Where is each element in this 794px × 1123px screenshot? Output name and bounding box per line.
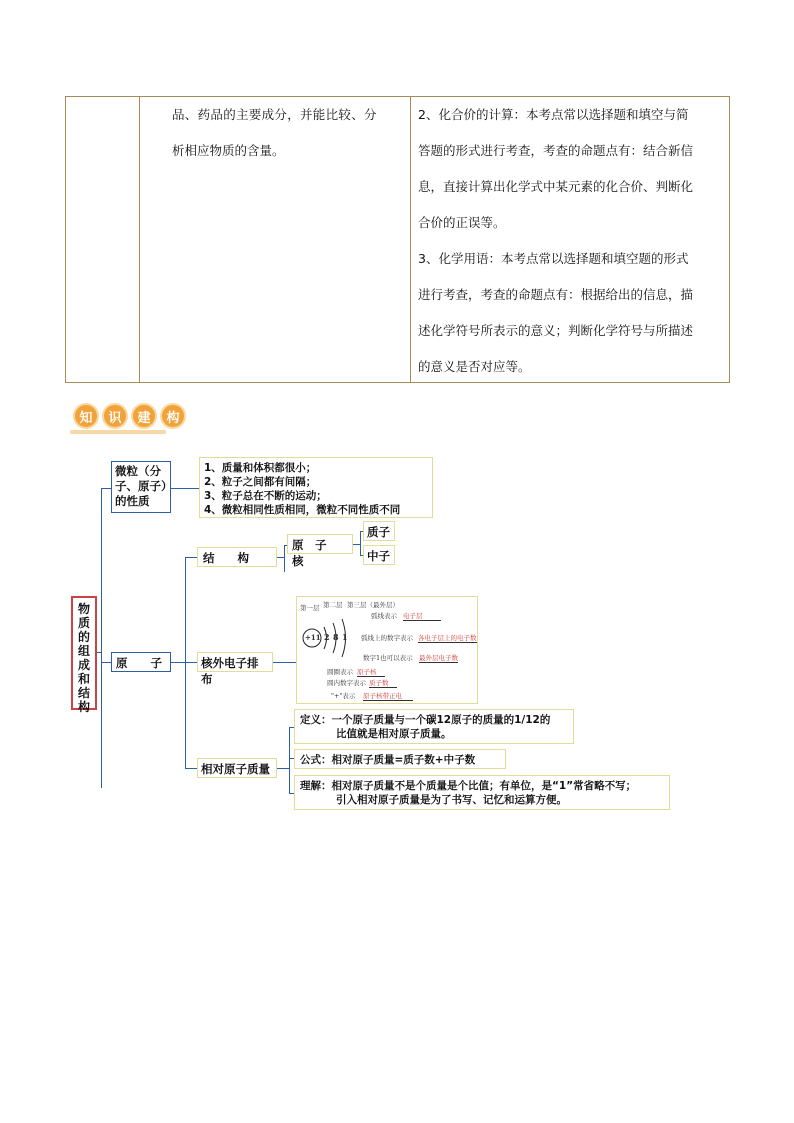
- structure-node: 结 构: [197, 547, 277, 567]
- nucleus-node: 原 子 核: [287, 534, 353, 554]
- exam-table: [65, 96, 730, 383]
- table-cell-requirement: 品、药品的主要成分，并能比较、分 析相应物质的含量。: [172, 107, 377, 158]
- connector: [360, 531, 361, 555]
- connector: [273, 662, 296, 663]
- relative-mass-node: 相对原子质量: [197, 758, 277, 778]
- table-divider: [410, 97, 411, 382]
- connector: [284, 545, 285, 572]
- section-title-badge: 知 识 建 构: [73, 403, 186, 431]
- connector: [289, 727, 290, 793]
- connector: [171, 662, 185, 663]
- connector: [353, 544, 360, 545]
- connector: [185, 768, 197, 769]
- root-node: 物质的组成和结构: [71, 596, 97, 710]
- particle-properties: 1、质量和体积都很小； 2、粒子之间都有间隔； 3、粒子总在不断的运动； 4、微粒相同性质相同，微粒不同性质不同: [199, 457, 433, 518]
- table-divider: [139, 97, 140, 382]
- understanding-box: 理解：相对原子质量不是个质量是个比值；有单位，是“1”常省略不写； 引入相对原子质量是为了书写、记忆和运算方便。: [294, 775, 670, 810]
- formula-box: 公式：相对原子质量=质子数+中子数: [294, 749, 506, 769]
- table-cell-analysis: 2、化合价的计算：本考点常以选择题和填空与简 答题的形式进行考查，考查的命题点有：结合新信 息，直接计算出化学式中某元素的化合价、判断化 合价的正误等。 3、化学用语：本考点常以选择题和填空题的形式 进行考查，考查的命题点有：根据给出的信息，描 述化学符号所表示的意义；判断化学符号与所描述 的意义是否对应等。: [418, 107, 694, 374]
- electron-arrangement-node: 核外电子排布: [197, 652, 273, 672]
- connector: [185, 662, 197, 663]
- connector: [101, 662, 111, 663]
- atom-structure-diagram: 第一层 第二层 第三层（最外层） +11 2 8 1 弧线表示 电子层 弧线上的数字表示 各电子层上的电子数 数字1也可以表示 最外层电子数 圆圈表示 原子核 圆内数字表示 质子数 "+"表示 原子核带正电: [296, 596, 478, 704]
- particle-node: 微粒（分子、原子）的性质: [111, 461, 171, 513]
- definition-box: 定义：一个原子质量与一个碳12原子的质量的1/12的 比值就是相对原子质量。: [294, 709, 574, 744]
- connector: [185, 557, 197, 558]
- atom-node: 原 子: [111, 652, 171, 672]
- connector: [101, 488, 111, 489]
- connector: [97, 652, 102, 653]
- connector: [171, 488, 200, 489]
- connector: [101, 488, 102, 788]
- proton-node: 质子: [363, 521, 395, 541]
- neutron-node: 中子: [363, 545, 395, 565]
